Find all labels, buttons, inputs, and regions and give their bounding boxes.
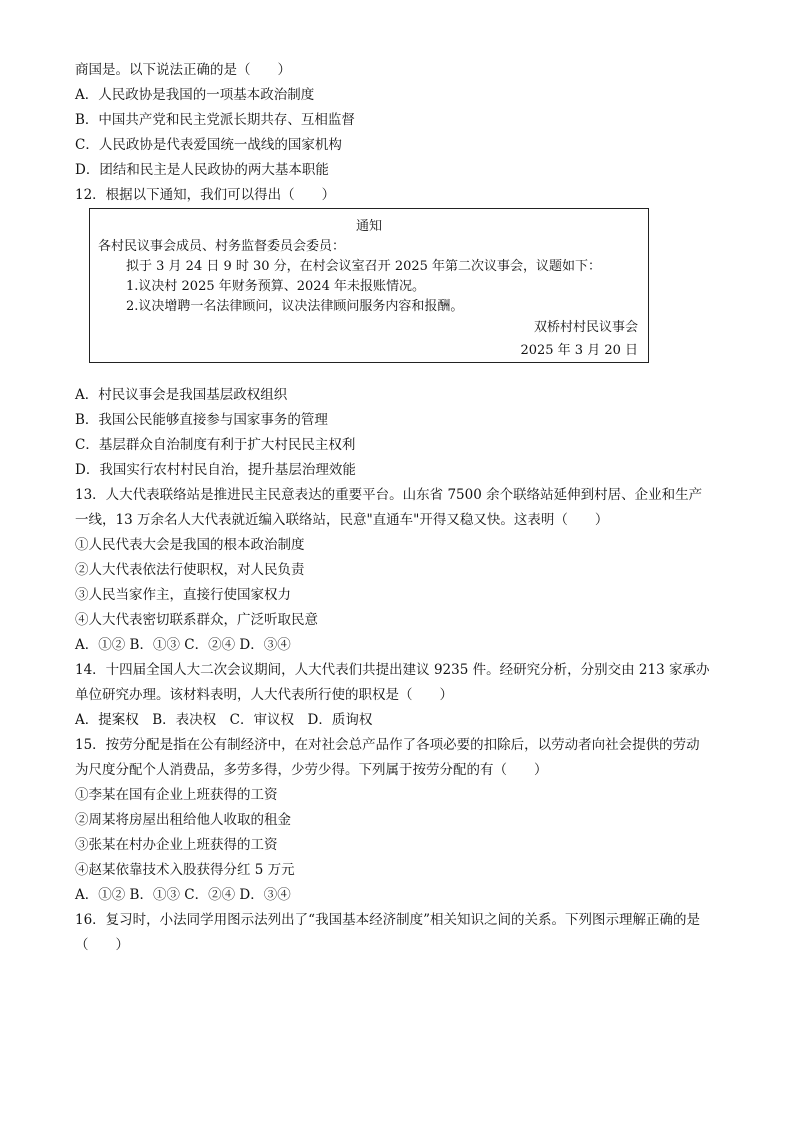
notice-item-1: 1.议决村 2025 年财务预算、2024 年未报账情况。 (126, 279, 425, 294)
question-13-stem-line-2: 一线，13 万余名人大代表就近编入联络站，民意"直通车"开得又稳又快。这表明（ ） (75, 512, 609, 528)
notice-title: 通知 (355, 219, 382, 234)
q12-option-a: A．村民议事会是我国基层政权组织 (75, 387, 288, 403)
q15-statement-4: ④赵某依靠技术入股获得分红 5 万元 (75, 862, 295, 878)
q13-statement-1: ①人民代表大会是我国的根本政治制度 (75, 537, 305, 553)
q13-statement-2: ②人大代表依法行使职权，对人民负责 (75, 562, 305, 578)
question-15-stem-line-2: 为尺度分配个人消费品，多劳多得，少劳少得。下列属于按劳分配的有（ ） (75, 762, 548, 778)
question-11-stem-end: 商国是。以下说法正确的是（ ） (75, 62, 291, 78)
q13-statement-4: ④人大代表密切联系群众，广泛听取民意 (75, 612, 318, 628)
notice-signature: 双桥村村民议事会 (533, 320, 638, 335)
question-14-stem-line-1: 14．十四届全国人大二次会议期间，人大代表们共提出建议 9235 件。经研究分析，分别交由 213 家承办 (75, 662, 710, 678)
question-16-stem-line-2: （ ） (75, 937, 129, 953)
question-15-stem-line-1: 15．按劳分配是指在公有制经济中，在对社会总产品作了各项必要的扣除后，以劳动者向社会提供的劳动 (75, 737, 700, 753)
notice-body: 拟于 3 月 24 日 9 时 30 分，在村会议室召开 2025 年第二次议事会，议题如下： (126, 259, 602, 274)
q12-option-c: C．基层群众自治制度有利于扩大村民民主权利 (75, 437, 356, 453)
notice-item-2: 2.议决增聘一名法律顾问，议决法律顾问服务内容和报酬。 (126, 299, 464, 314)
q11-option-c: C．人民政协是代表爱国统一战线的国家机构 (75, 137, 342, 153)
notice-box (89, 208, 649, 363)
q11-option-d: D．团结和民主是人民政协的两大基本职能 (75, 162, 329, 178)
q12-option-d: D．我国实行农村村民自治，提升基层治理效能 (75, 462, 356, 478)
q11-option-a: A．人民政协是我国的一项基本政治制度 (75, 87, 315, 103)
question-14-stem-line-2: 单位研究办理。该材料表明，人大代表所行使的职权是（ ） (75, 687, 453, 703)
q15-options: A．①② B．①③ C．②④ D．③④ (75, 887, 291, 903)
q13-options: A．①② B．①③ C．②④ D．③④ (75, 637, 291, 653)
notice-date: 2025 年 3 月 20 日 (520, 343, 638, 358)
q15-statement-3: ③张某在村办企业上班获得的工资 (75, 837, 278, 853)
q15-statement-2: ②周某将房屋出租给他人收取的租金 (75, 812, 291, 828)
q14-options: A．提案权 B．表决权 C．审议权 D．质询权 (75, 712, 373, 728)
question-13-stem-line-1: 13．人大代表联络站是推进民主民意表达的重要平台。山东省 7500 余个联络站延伸到村居、企业和生产 (75, 487, 703, 503)
q11-option-b: B．中国共产党和民主党派长期共存、互相监督 (75, 112, 355, 128)
question-16-stem-line-1: 16．复习时，小法同学用图示法列出了“我国基本经济制度”相关知识之间的关系。下列图示理解正确的是 (75, 912, 700, 928)
q13-statement-3: ③人民当家作主，直接行使国家权力 (75, 587, 291, 603)
notice-addressee: 各村民议事会成员、村务监督委员会委员： (98, 239, 346, 254)
question-12-stem: 12．根据以下通知，我们可以得出（ ） (75, 187, 336, 203)
q15-statement-1: ①李某在国有企业上班获得的工资 (75, 787, 278, 803)
q12-option-b: B．我国公民能够直接参与国家事务的管理 (75, 412, 328, 428)
